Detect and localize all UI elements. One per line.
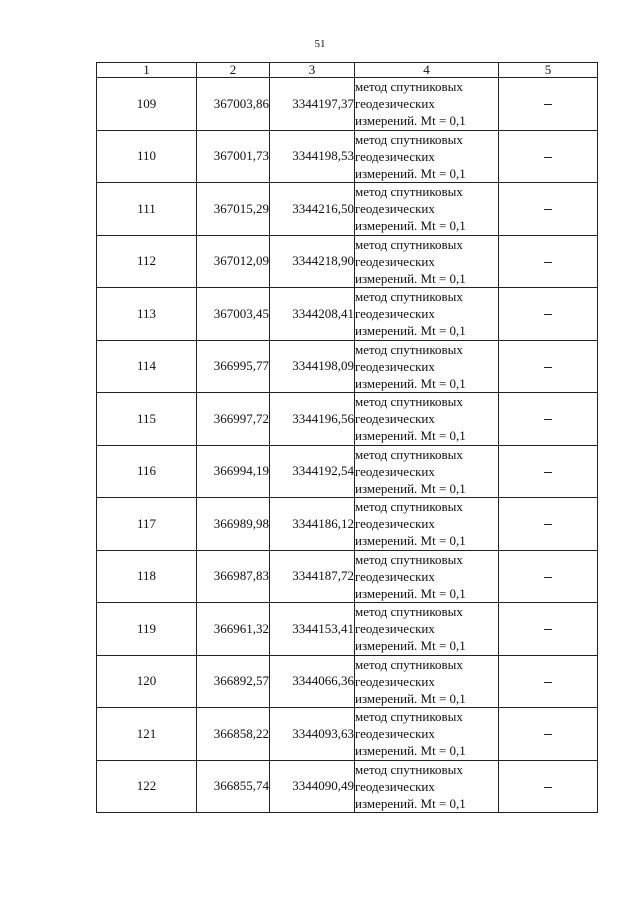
table-row [97,235,598,288]
measurement-method [355,708,499,761]
point-number: 109 [97,78,197,131]
dash-mark [544,157,552,158]
measurement-method [355,393,499,446]
column-header-4: 4 [355,63,499,78]
point-number: 115 [97,393,197,446]
method-line: измерений. Mt = 0,1 [355,218,466,234]
point-number: 117 [97,498,197,551]
table-row [97,445,598,498]
measurement-method [355,603,499,656]
method-line: измерений. Mt = 0,1 [355,270,466,286]
column-header-3: 3 [270,63,355,78]
measurement-method [355,655,499,708]
method-line: измерений. Mt = 0,1 [355,585,466,601]
point-number: 122 [97,760,197,813]
dash-mark [544,314,552,315]
note-cell [499,130,598,183]
method-line: геодезических [355,358,435,374]
note-cell [499,288,598,341]
method-line: метод спутниковых [355,131,463,147]
coordinate-x: 366997,72 [197,393,270,446]
point-number: 116 [97,445,197,498]
coordinate-y: 3344066,36 [270,655,355,708]
method-line: метод спутниковых [355,236,463,252]
method-line: метод спутниковых [355,341,463,357]
measurement-method [355,130,499,183]
point-number: 120 [97,655,197,708]
column-header-5: 5 [499,63,598,78]
coordinate-x: 366855,74 [197,760,270,813]
method-line: измерений. Mt = 0,1 [355,795,466,811]
method-line: метод спутниковых [355,394,463,410]
measurement-method [355,340,499,393]
method-line: метод спутниковых [355,184,463,200]
coordinate-x: 366892,57 [197,655,270,708]
coordinate-x: 366995,77 [197,340,270,393]
coordinate-y: 3344093,63 [270,708,355,761]
coordinate-x: 366987,83 [197,550,270,603]
method-line: метод спутниковых [355,446,463,462]
method-line: метод спутниковых [355,761,463,777]
method-line: измерений. Mt = 0,1 [355,690,466,706]
coordinate-y: 3344153,41 [270,603,355,656]
method-line: метод спутниковых [355,499,463,515]
table-row [97,655,598,708]
page-number: 51 [314,38,326,50]
method-line: измерений. Mt = 0,1 [355,480,466,496]
note-cell [499,498,598,551]
measurement-method [355,78,499,131]
method-line: геодезических [355,148,435,164]
note-cell [499,235,598,288]
dash-mark [544,734,552,735]
coordinate-y: 3344090,49 [270,760,355,813]
table-row [97,288,598,341]
dash-mark [544,262,552,263]
method-line: геодезических [355,463,435,479]
dash-mark [544,472,552,473]
note-cell [499,708,598,761]
table-body [97,78,598,813]
table-row [97,130,598,183]
column-header-1: 1 [97,63,197,78]
table-row [97,708,598,761]
coordinate-y: 3344196,56 [270,393,355,446]
dash-mark [544,104,552,105]
measurement-method [355,498,499,551]
dash-mark [544,367,552,368]
point-number: 118 [97,550,197,603]
method-line: метод спутниковых [355,551,463,567]
dash-mark [544,682,552,683]
coordinate-y: 3344198,09 [270,340,355,393]
dash-mark [544,629,552,630]
coordinate-y: 3344187,72 [270,550,355,603]
note-cell [499,603,598,656]
method-line: геодезических [355,96,435,112]
coordinate-y: 3344216,50 [270,183,355,236]
note-cell [499,78,598,131]
method-line: метод спутниковых [355,604,463,620]
dash-mark [544,787,552,788]
method-line: метод спутниковых [355,289,463,305]
method-line: измерений. Mt = 0,1 [355,428,466,444]
point-number: 112 [97,235,197,288]
coordinate-x: 366858,22 [197,708,270,761]
coordinate-y: 3344218,90 [270,235,355,288]
note-cell [499,760,598,813]
method-line: геодезических [355,778,435,794]
column-header-2: 2 [197,63,270,78]
method-line: измерений. Mt = 0,1 [355,375,466,391]
method-line: геодезических [355,201,435,217]
table-row [97,760,598,813]
coordinate-x: 367003,86 [197,78,270,131]
coordinate-y: 3344197,37 [270,78,355,131]
method-line: измерений. Mt = 0,1 [355,113,466,129]
coordinate-x: 367012,09 [197,235,270,288]
method-line: метод спутниковых [355,656,463,672]
table-row [97,78,598,131]
table-row [97,183,598,236]
method-line: геодезических [355,621,435,637]
point-number: 114 [97,340,197,393]
method-line: геодезических [355,673,435,689]
point-number: 121 [97,708,197,761]
note-cell [499,393,598,446]
table-row [97,603,598,656]
method-line: геодезических [355,568,435,584]
coordinate-x: 367015,29 [197,183,270,236]
table-header-row [97,63,598,78]
coordinate-y: 3344198,53 [270,130,355,183]
method-line: измерений. Mt = 0,1 [355,533,466,549]
point-number: 110 [97,130,197,183]
point-number: 113 [97,288,197,341]
method-line: метод спутниковых [355,709,463,725]
coordinate-x: 366994,19 [197,445,270,498]
method-line: измерений. Mt = 0,1 [355,638,466,654]
coordinate-x: 367001,73 [197,130,270,183]
table-row [97,550,598,603]
method-line: геодезических [355,253,435,269]
point-number: 111 [97,183,197,236]
method-line: измерений. Mt = 0,1 [355,743,466,759]
coordinate-y: 3344192,54 [270,445,355,498]
dash-mark [544,209,552,210]
coordinate-y: 3344208,41 [270,288,355,341]
measurement-method [355,550,499,603]
coordinate-x: 366961,32 [197,603,270,656]
measurement-method [355,183,499,236]
dash-mark [544,577,552,578]
dash-mark [544,419,552,420]
table-row [97,340,598,393]
note-cell [499,183,598,236]
measurement-method [355,760,499,813]
method-line: измерений. Mt = 0,1 [355,323,466,339]
measurement-method [355,445,499,498]
table-row [97,393,598,446]
method-line: геодезических [355,516,435,532]
measurement-method [355,288,499,341]
table-row [97,498,598,551]
point-number: 119 [97,603,197,656]
method-line: измерений. Mt = 0,1 [355,165,466,181]
dash-mark [544,524,552,525]
coordinate-x: 367003,45 [197,288,270,341]
note-cell [499,340,598,393]
method-line: геодезических [355,306,435,322]
note-cell [499,445,598,498]
note-cell [499,655,598,708]
coordinate-y: 3344186,12 [270,498,355,551]
coordinate-x: 366989,98 [197,498,270,551]
note-cell [499,550,598,603]
method-line: геодезических [355,726,435,742]
measurement-method [355,235,499,288]
method-line: геодезических [355,411,435,427]
coordinates-table [96,62,598,813]
method-line: метод спутниковых [355,79,463,95]
